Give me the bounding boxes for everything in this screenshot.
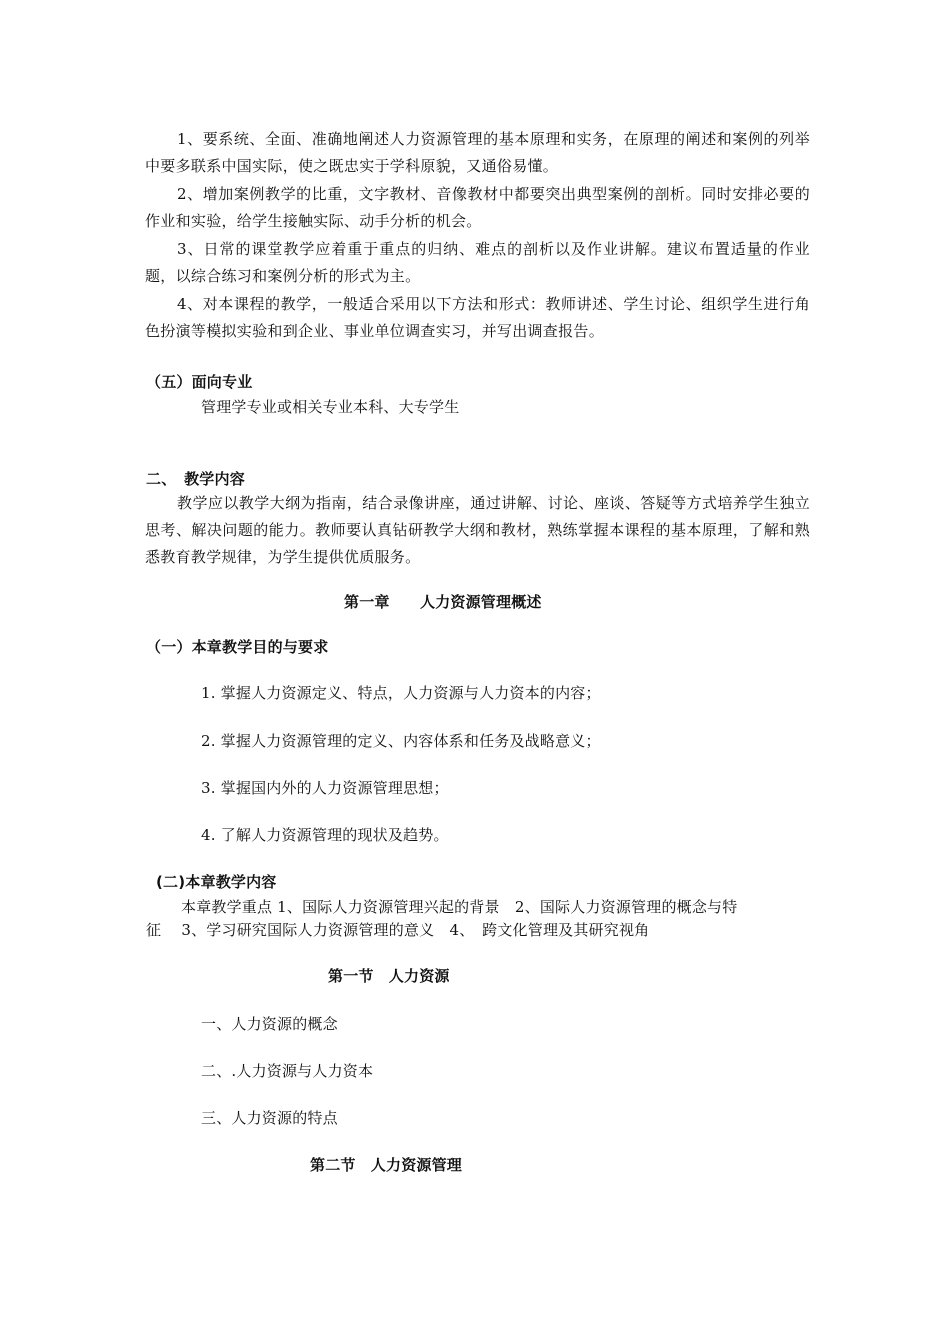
intro-item-2: 2、增加案例教学的比重，文字教材、音像教材中都要突出典型案例的剖析。同时安排必要的作业和实验，给学生接触实际、动手分析的机会。 xyxy=(145,185,810,230)
intro-item-3: 3、日常的课堂教学应着重于重点的归纳、难点的剖析以及作业讲解。建议布置适量的作业题，以综合练习和案例分析的形式为主。 xyxy=(145,240,810,285)
goal-item-1: 1. 掌握人力资源定义、特点，人力资源与人力资本的内容； xyxy=(201,684,601,702)
content-heading: (二)本章教学内容 xyxy=(156,873,277,891)
intro-item-1: 1、要系统、全面、准确地阐述人力资源管理的基本原理和实务，在原理的阐述和案例的列举中要多联系中国实际，使之既忠实于学科原貌，又通俗易懂。 xyxy=(145,130,810,175)
goal-item-2: 2. 掌握人力资源管理的定义、内容体系和任务及战略意义； xyxy=(201,732,601,750)
goals-heading: （一）本章教学目的与要求 xyxy=(146,638,329,656)
goal-item-3: 3. 掌握国内外的人力资源管理思想； xyxy=(201,779,449,797)
chapter-title: 第一章 人力资源管理概述 xyxy=(344,593,542,611)
content-line-2: 征 3、学习研究国际人力资源管理的意义 4、 跨文化管理及其研究视角 xyxy=(146,921,650,939)
section1-item-1: 一、人力资源的概念 xyxy=(201,1015,338,1033)
section2-heading: 二、 教学内容 xyxy=(146,470,245,488)
section1-item-3: 三、人力资源的特点 xyxy=(201,1109,338,1127)
section2-title: 第二节 人力资源管理 xyxy=(310,1156,463,1174)
section1-title: 第一节 人力资源 xyxy=(328,967,450,985)
intro-item-4: 4、对本课程的教学，一般适合采用以下方法和形式：教师讲述、学生讨论、组织学生进行角色扮演等模拟实验和到企业、事业单位调查实习，并写出调查报告。 xyxy=(145,295,810,340)
section1-item-2: 二、.人力资源与人力资本 xyxy=(201,1062,374,1080)
content-line-1: 本章教学重点 1、国际人力资源管理兴起的背景 2、国际人力资源管理的概念与特 xyxy=(181,898,738,916)
section5-body: 管理学专业或相关专业本科、大专学生 xyxy=(201,398,460,416)
section5-heading: （五）面向专业 xyxy=(146,373,253,391)
section2-body: 教学应以教学大纲为指南，结合录像讲座，通过讲解、讨论、座谈、答疑等方式培养学生独立思考、解决问题的能力。教师要认真钻研教学大纲和教材，熟练掌握本课程的基本原理，了解和熟悉教育教学规律，为学生提供优质服务。 xyxy=(145,494,810,566)
goal-item-4: 4. 了解人力资源管理的现状及趋势。 xyxy=(201,826,449,844)
